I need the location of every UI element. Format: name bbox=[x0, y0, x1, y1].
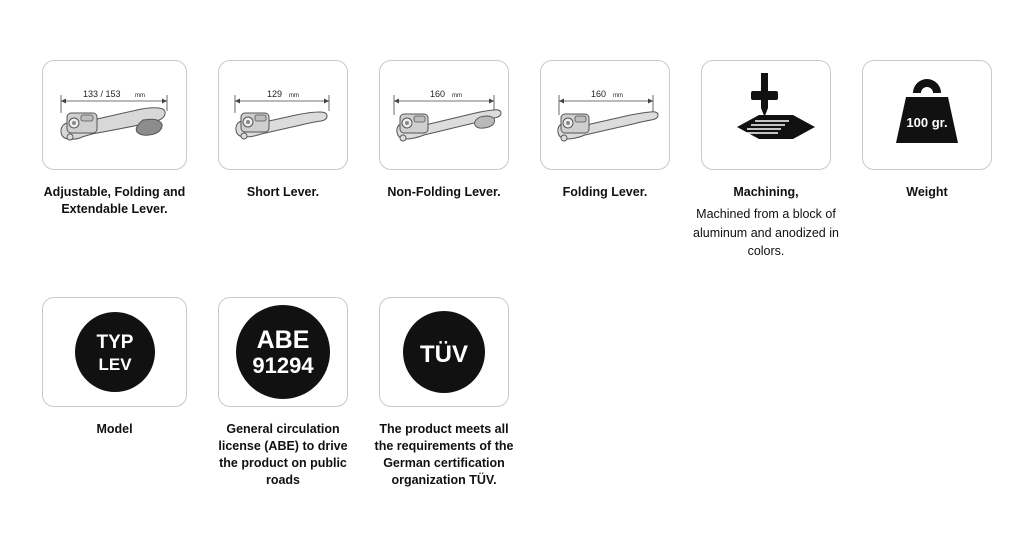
lever-folding-icon bbox=[541, 61, 669, 169]
feature-subcaption-machining: Machined from a block of aluminum and anodized in colors. bbox=[693, 206, 839, 259]
tuv-box bbox=[379, 297, 509, 407]
feature-caption-adjustable-lever: Adjustable, Folding and Extendable Lever. bbox=[43, 185, 186, 216]
feature-item-short-lever bbox=[218, 60, 348, 201]
feature-item-non-folding-lever bbox=[379, 60, 509, 201]
lever-short-box bbox=[218, 60, 348, 170]
lever-non-folding-box bbox=[379, 60, 509, 170]
lever-short-dimension: 129 bbox=[267, 89, 283, 99]
lever-non-folding-icon bbox=[380, 61, 508, 169]
lever-non-folding-dimension: 160 bbox=[430, 89, 446, 99]
weight-value-label: 100 gr. bbox=[906, 115, 948, 130]
machining-box bbox=[701, 60, 831, 170]
lever-non-folding-dimension-unit: mm bbox=[452, 93, 462, 99]
abe-badge-icon bbox=[223, 300, 343, 404]
feature-caption-tuv: The product meets all the requirements of the German certification organization TÜV. bbox=[374, 422, 514, 487]
lever-adjustable-icon bbox=[43, 61, 186, 169]
feature-item-adjustable-lever bbox=[42, 60, 187, 218]
model-badge-line2: LEV bbox=[97, 355, 132, 375]
feature-caption-non-folding-lever: Non-Folding Lever. bbox=[387, 185, 501, 199]
model-badge-icon bbox=[60, 302, 170, 402]
lever-folding-box bbox=[540, 60, 670, 170]
feature-caption-abe: General circulation license (ABE) to drive the product on public roads bbox=[218, 422, 348, 487]
lever-short-dimension-unit: mm bbox=[289, 93, 299, 99]
feature-item-abe bbox=[218, 297, 348, 489]
feature-caption-folding-lever: Folding Lever. bbox=[562, 185, 648, 199]
feature-item-machining bbox=[693, 60, 839, 261]
lever-adjustable-dimension-unit: mm bbox=[135, 93, 145, 99]
feature-caption-machining: Machining, bbox=[733, 185, 799, 199]
abe-box bbox=[218, 297, 348, 407]
tuv-badge-line1: TÜV bbox=[420, 341, 468, 369]
lever-folding-dimension: 160 bbox=[591, 89, 607, 99]
feature-item-weight bbox=[862, 60, 992, 201]
model-badge-line1: TYP bbox=[96, 332, 133, 354]
abe-badge-line1: ABE bbox=[256, 326, 310, 355]
lever-short-drawing bbox=[236, 112, 327, 139]
cnc-machining-icon bbox=[711, 65, 821, 165]
feature-grid bbox=[42, 60, 982, 489]
feature-caption-model: Model bbox=[96, 422, 133, 437]
lever-folding-drawing bbox=[558, 112, 658, 141]
feature-caption-weight: Weight bbox=[906, 185, 948, 199]
lever-adjustable-drawing bbox=[61, 108, 165, 140]
feature-row-1 bbox=[42, 60, 982, 261]
model-box bbox=[42, 297, 187, 407]
lever-non-folding-drawing bbox=[397, 110, 501, 141]
feature-caption-short-lever: Short Lever. bbox=[246, 185, 320, 199]
lever-adjustable-dimension: 133 / 153 bbox=[83, 89, 121, 99]
feature-item-model bbox=[42, 297, 187, 438]
weight-icon bbox=[872, 65, 982, 165]
lever-short-icon bbox=[219, 61, 347, 169]
abe-badge-line2: 91294 bbox=[252, 353, 314, 379]
feature-row-2 bbox=[42, 297, 982, 489]
feature-item-folding-lever bbox=[540, 60, 670, 201]
lever-folding-dimension-unit: mm bbox=[613, 93, 623, 99]
tuv-badge-icon bbox=[387, 302, 501, 402]
feature-item-tuv bbox=[374, 297, 514, 489]
lever-adjustable-box bbox=[42, 60, 187, 170]
weight-box bbox=[862, 60, 992, 170]
